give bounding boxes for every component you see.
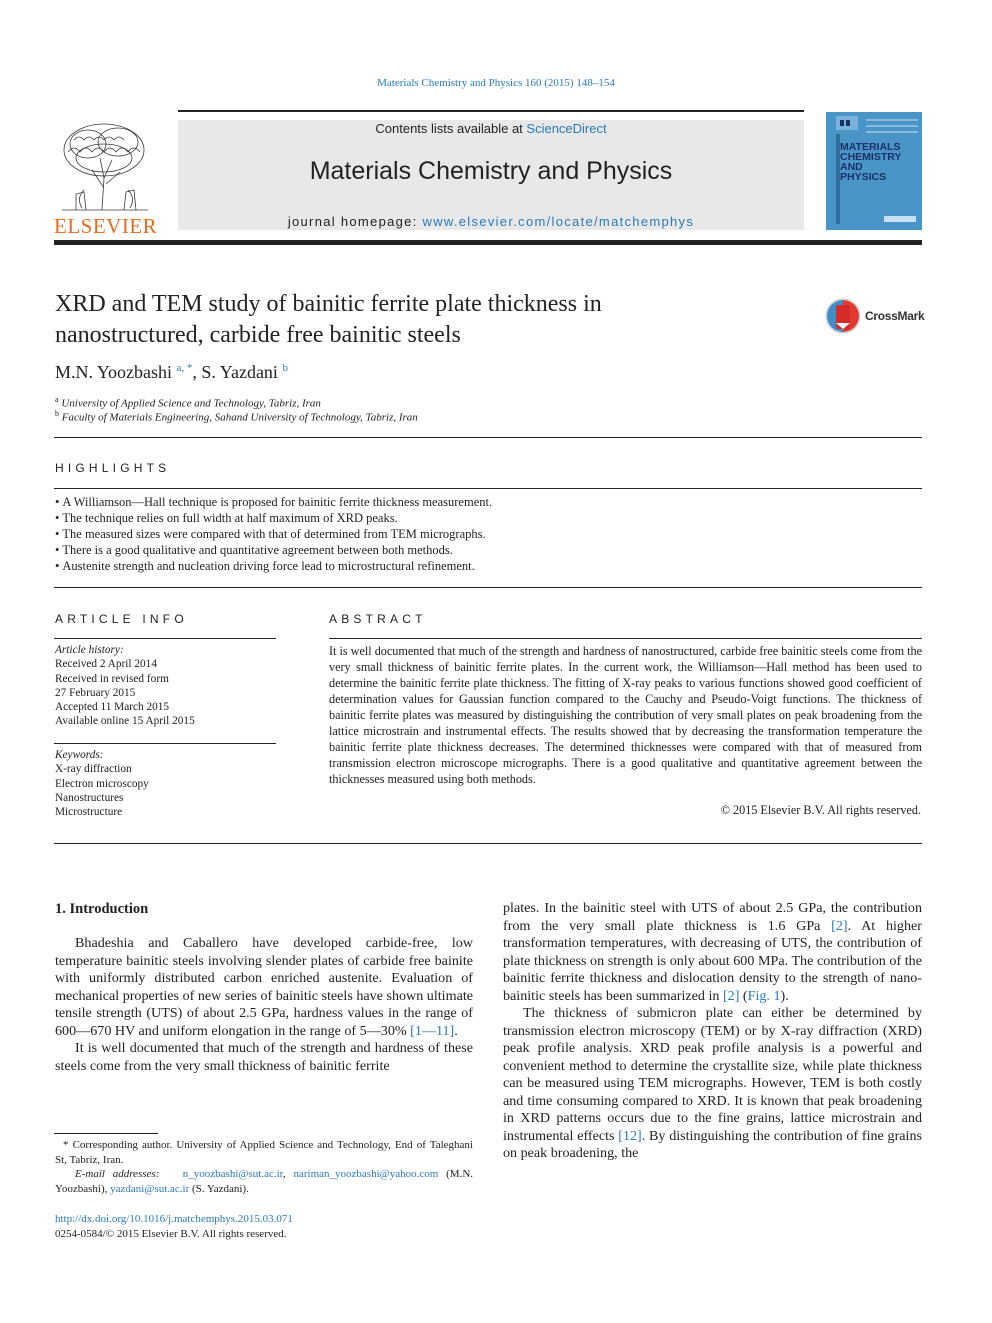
divider (54, 743, 276, 744)
article-history (55, 643, 277, 729)
history-entry: Received 2 April 2014 (55, 658, 157, 671)
history-entry: Received in revised form (55, 672, 169, 685)
keywords (55, 748, 277, 819)
divider (54, 488, 922, 489)
paragraph: It is well documented that much of the strength and hardness of these steels come from the very small thickness of bainitic ferrite (55, 1040, 473, 1074)
highlight-item: • Austenite strength and nucleation driving force lead to microstructural refinement. (55, 558, 925, 574)
journal-citation[interactable]: Materials Chemistry and Physics 160 (2015) 148–154 (377, 77, 615, 89)
divider (54, 843, 922, 844)
history-entry: Available online 15 April 2015 (55, 715, 195, 728)
header-bottom-rule (54, 240, 922, 245)
reference-link[interactable]: [12] (618, 1127, 642, 1144)
keyword: X-ray diffraction (55, 763, 132, 776)
body-column-right (503, 900, 922, 1163)
highlight-item: • There is a good qualitative and quantitative agreement between both methods. (55, 542, 925, 558)
author-affiliation-mark[interactable]: a, * (176, 362, 193, 374)
body-column-left (55, 935, 473, 1075)
divider (329, 638, 922, 639)
email-link[interactable]: nariman_yoozbashi@yahoo.com (293, 1168, 439, 1180)
author-name: S. Yazdani (201, 362, 278, 382)
affiliation-text: Faculty of Materials Engineering, Sahand University of Technology, Tabriz, Iran (61, 411, 418, 424)
elsevier-logo[interactable] (54, 118, 156, 236)
journal-name: Materials Chemistry and Physics (309, 157, 673, 185)
email-label: E-mail addresses: (75, 1168, 160, 1180)
homepage-prefix: journal homepage: (287, 214, 423, 229)
reference-link[interactable]: [2] (831, 917, 848, 934)
highlights-list (55, 494, 925, 574)
highlight-item: • The technique relies on full width at half maximum of XRD peaks. (55, 510, 925, 526)
footnotes (55, 1138, 473, 1196)
keyword: Electron microscopy (55, 777, 149, 790)
paragraph: plates. In the bainitic steel with UTS of about 2.5 GPa, the contribution from the very small plate thickness is 1.6 GPa [2]. At higher transformation temperatures, with decreasing of UTS, the contribution of plate thickness on strength is only about 600 MPa. The contribution of the bainitic ferrite thickness and dislocation density to the strength of nano-bainitic steels has been summarized in [2] (Fig. 1). (503, 900, 922, 1004)
divider (54, 587, 922, 588)
cover-title-line: PHYSICS (840, 171, 887, 183)
author-affiliation-mark[interactable]: b (282, 362, 288, 374)
article-title (55, 289, 775, 351)
journal-homepage-link[interactable]: www.elsevier.com/locate/matchemphys (422, 214, 695, 229)
elsevier-tree-icon (54, 118, 156, 214)
doi-link[interactable]: http://dx.doi.org/10.1016/j.matchemphys.2015.03.071 (55, 1213, 293, 1225)
reference-link[interactable]: [2] (722, 987, 740, 1004)
affiliation-mark: a (55, 395, 59, 404)
email-addresses: E-mail addresses: n_yoozbashi@sut.ac.ir, nariman_yoozbashi@yahoo.com (M.N. Yoozbashi), yazdani@sut.ac.ir (S. Yazdani). (55, 1168, 474, 1195)
email-link[interactable]: n_yoozbashi@sut.ac.ir (182, 1168, 283, 1180)
contents-prefix: Contents lists available at (375, 121, 527, 136)
author-list (55, 362, 288, 383)
paragraph: The thickness of submicron plate can either be determined by transmission electron microscopy (TEM) or by X-ray diffraction (XRD) peak profile analysis. XRD peak profile analysis is a powerful and convenient method to determine the crystallite size, while plate thickness can be measured using TEM micrographs. However, TEM is both costly and time consuming compared to XRD. It is known that peak broadening in XRD patterns occurs due to the fine grains, lattice microstrain and instrumental effects [12]. By distinguishing the contribution of fine grains on peak broadening, the (503, 1005, 922, 1161)
highlights-heading: HIGHLIGHTS (55, 461, 171, 475)
section-heading-introduction: 1. Introduction (55, 901, 149, 917)
corresponding-author-note: * Corresponding author. University of Applied Science and Technology, End of Taleghani St, Tabriz, Iran. (55, 1139, 473, 1166)
header-top-rule (178, 110, 804, 112)
abstract-copyright: © 2015 Elsevier B.V. All rights reserved. (720, 803, 921, 817)
journal-cover-thumbnail[interactable] (826, 112, 922, 230)
affiliation-text: University of Applied Science and Technology, Tabriz, Iran (61, 397, 321, 410)
abstract-heading: ABSTRACT (329, 612, 427, 626)
cover-title (840, 142, 920, 182)
title-line-2: nanostructured, carbide free bainitic steels (55, 322, 461, 348)
paragraph: Bhadeshia and Caballero have developed carbide-free, low temperature bainitic steels involving slender plates of carbide free bainite with uniformly distributed carbon enriched austenite. Evaluation of mechanical properties of new series of bainitic steels have shown ultimate tensile strength (UTS) of about 2.5 GPa, hardness values in the range of 600—670 HV and uniform elongation in the range of 5—30% [1—11]. (55, 935, 473, 1039)
footnote-rule (54, 1133, 158, 1134)
author-separator: , (192, 362, 202, 382)
cover-title-line: MATERIALS (840, 141, 901, 153)
history-entry: Accepted 11 March 2015 (55, 701, 170, 714)
author-name: M.N. Yoozbashi (55, 362, 173, 382)
cover-title-line: CHEMISTRY AND (840, 151, 902, 173)
keywords-label: Keywords: (55, 749, 104, 761)
email-link[interactable]: yazdani@sut.ac.ir (110, 1182, 190, 1195)
divider (54, 437, 922, 438)
journal-homepage-line (178, 214, 804, 229)
elsevier-wordmark: ELSEVIER (54, 214, 158, 238)
history-entry: 27 February 2015 (55, 686, 136, 699)
keyword: Microstructure (55, 806, 123, 819)
doi-block (55, 1212, 293, 1242)
affiliation-mark: b (55, 409, 59, 418)
highlight-item: • The measured sizes were compared with that of determined from TEM micrographs. (55, 526, 925, 542)
affiliation-a (55, 395, 321, 410)
abstract-text: It is well documented that much of the strength and hardness of nanostructured, carbide free bainitic steels come from the very small thickness of bainitic ferrite plates. In the current work, the Williamson—Hall method has been used to determine the bainitic ferrite plate thickness. The fitting of X-ray peaks to various functions showed good coefficient of determination values for Gaussian function compared to the Cauchy and Pseudo-Voigt functions. The thickness of bainitic ferrite plates was measured by distinguishing the contribution of very small plates on peak broadening from the lattice microstrain and instrumental effects. The results showed that by decreasing the transformation temperature the bainitic ferrite plate thickness decreases. The determined thicknesses were compared with that of measured from transmission electron microscope micrographs. There is a good qualitative and quantitative agreement between the thicknesses measured using both methods. (329, 644, 922, 786)
figure-link[interactable]: Fig. 1 (747, 987, 781, 1004)
issn-copyright: 0254-0584/© 2015 Elsevier B.V. All rights reserved. (55, 1228, 287, 1240)
reference-link[interactable]: [1—11] (410, 1022, 455, 1039)
keyword: Nanostructures (55, 791, 124, 804)
sciencedirect-link[interactable]: ScienceDirect (526, 121, 607, 136)
highlight-item: • A Williamson—Hall technique is proposed for bainitic ferrite thickness measurement. (55, 494, 925, 510)
article-history-label: Article history: (55, 644, 124, 656)
article-info-heading: ARTICLE INFO (55, 612, 188, 626)
crossmark-label[interactable]: CrossMark (865, 309, 925, 323)
affiliation-b (55, 409, 418, 424)
title-line-1: XRD and TEM study of bainitic ferrite plate thickness in (55, 291, 602, 317)
contents-availability-line (178, 121, 804, 136)
divider (54, 638, 276, 639)
